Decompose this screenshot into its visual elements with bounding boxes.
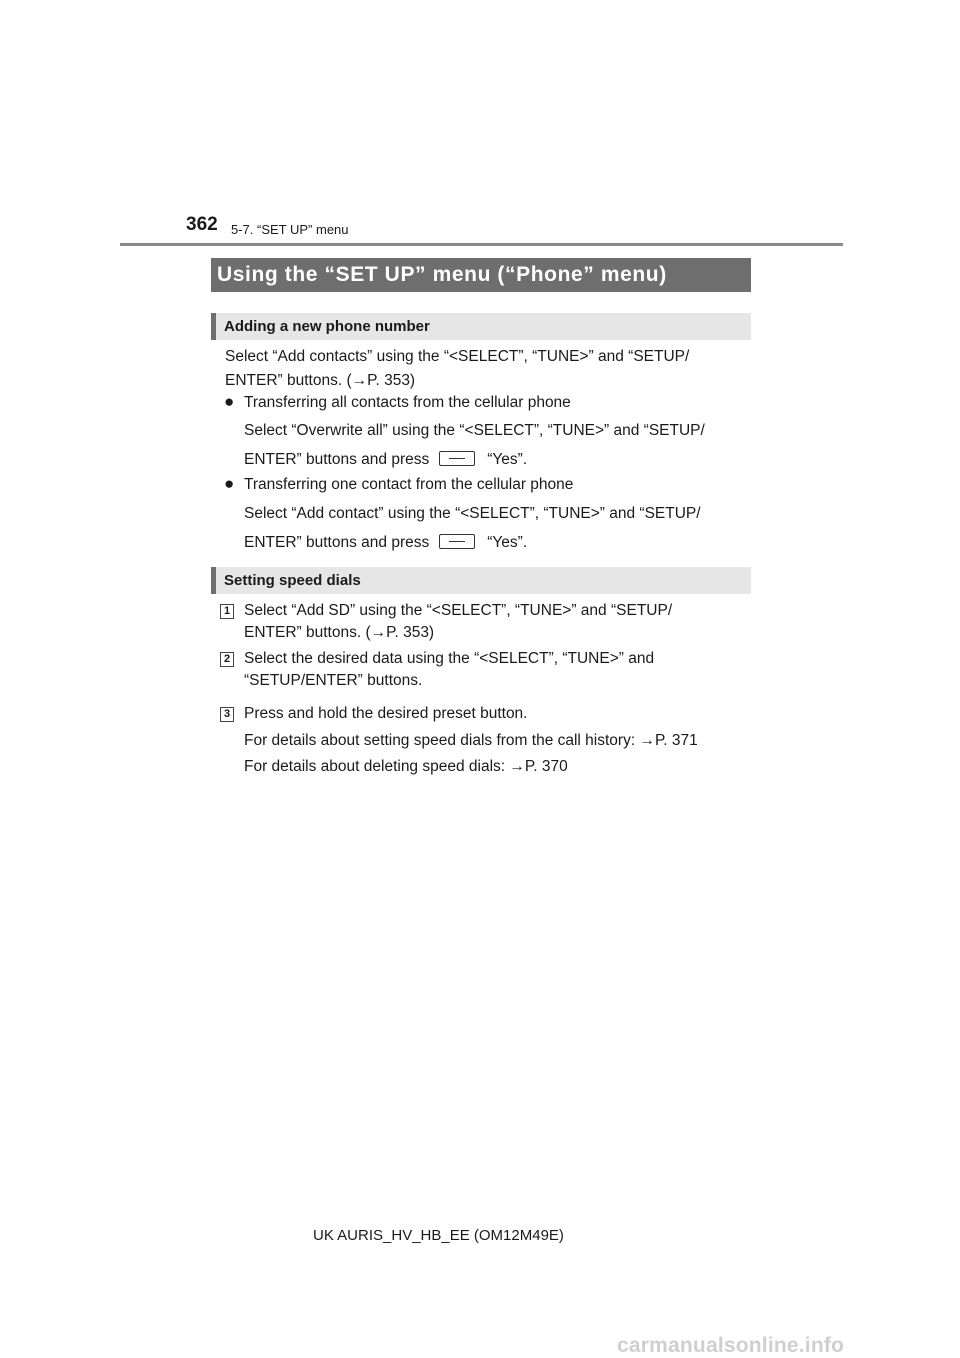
yes-button-icon <box>439 534 475 549</box>
bullet-line-text: ENTER” buttons and press <box>244 451 430 468</box>
bullet-line-1-1: Select “Overwrite all” using the “<SELECT”, “TUNE>” and “SETUP/ <box>244 422 705 439</box>
bullet-line-text: “Yes”. <box>487 534 528 551</box>
intro-line-2: ENTER” buttons. (→P. 353) <box>225 372 416 389</box>
bullet-line-text: “Yes”. <box>487 451 528 468</box>
step-number-3: 3 <box>220 707 234 722</box>
step-3-line-1: Press and hold the desired preset button. <box>244 705 528 722</box>
bullet-title-2: Transferring one contact from the cellular phone <box>244 476 574 493</box>
step-2-line-1: Select the desired data using the “<SELECT”, “TUNE>” and <box>244 650 655 667</box>
bullet-title-1: Transferring all contacts from the cellular phone <box>244 394 571 411</box>
bullet-line-text: ENTER” buttons and press <box>244 534 430 551</box>
running-head: 5-7. “SET UP” menu <box>231 222 349 237</box>
bullet-line-2-2 <box>244 532 527 554</box>
intro-line-1: Select “Add contacts” using the “<SELECT”, “TUNE>” and “SETUP/ <box>225 348 690 365</box>
step-1-line-2: ENTER” buttons. (→P. 353) <box>244 624 435 641</box>
step-number-1: 1 <box>220 604 234 619</box>
step-number-2: 2 <box>220 652 234 667</box>
bullet-line-1-2 <box>244 449 527 471</box>
bullet-line-2-1: Select “Add contact” using the “<SELECT”, “TUNE>” and “SETUP/ <box>244 505 701 522</box>
document-id: UK AURIS_HV_HB_EE (OM12M49E) <box>313 1227 564 1244</box>
section-heading-adding-phone-number: Adding a new phone number <box>211 313 751 340</box>
step-1-line-1: Select “Add SD” using the “<SELECT”, “TUNE>” and “SETUP/ <box>244 602 673 619</box>
bullet-icon: ● <box>224 392 235 411</box>
bullet-icon: ● <box>224 474 235 493</box>
watermark: carmanualsonline.info <box>617 1334 845 1357</box>
page-number: 362 <box>186 214 218 235</box>
step-2-line-2: “SETUP/ENTER” buttons. <box>244 672 423 689</box>
header-rule <box>120 243 843 246</box>
step-3-line-2: For details about setting speed dials from the call history: →P. 371 <box>244 732 698 749</box>
section-heading-speed-dials: Setting speed dials <box>211 567 751 594</box>
page-title: Using the “SET UP” menu (“Phone” menu) <box>211 258 751 292</box>
yes-button-icon <box>439 451 475 466</box>
step-3-line-3: For details about deleting speed dials: →P. 370 <box>244 758 568 775</box>
